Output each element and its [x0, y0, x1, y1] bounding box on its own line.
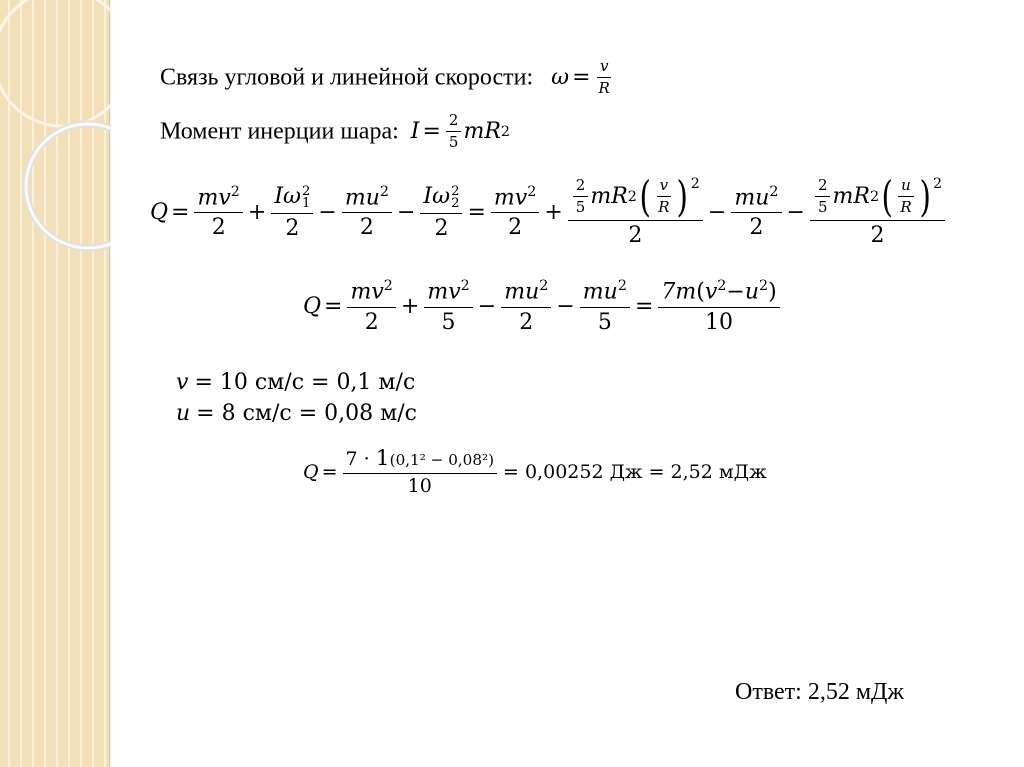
calculation: Q = $\frac{\text{7 · 1(0,1² − 0,08²)}}{10}$ = 0,00252 Дж = 2,52 мДж	[303, 446, 767, 498]
inertia-heading: Момент инерции шара:	[160, 118, 399, 145]
sidebar-decoration	[0, 0, 110, 767]
energy-equation: Q = $\frac{mv^2}{2}$ + Iω 2 1 2 − $\frac{mu^2}{2}$ − Iω 2 2 2 = $\frac{mv^2}{2}$ + $\frac{2}{5}$ m R 2 ( $\frac{v}{R}$ ) $^2$ 2 − $\frac{mu^2}{2}$ − $\frac{2}{5}$ m R 2 ( $\frac{u}{R}$ ) $^2$ 2	[150, 176, 947, 248]
inertia-formula: I = $\frac{2}{5}$ m R 2	[410, 111, 511, 152]
omega-formula: ω = $\frac{v}{R}$	[551, 57, 610, 98]
given-v: v = 10 см/с = 0,1 м/с	[176, 370, 416, 395]
answer-text: Ответ: 2,52 мДж	[735, 679, 904, 705]
given-u: u = 8 см/с = 0,08 м/с	[176, 401, 417, 426]
relation-line	[160, 58, 615, 98]
inertia-line	[160, 112, 510, 152]
relation-heading: Связь угловой и линейной скорости:	[160, 64, 534, 91]
simplified-equation: Q = $\frac{mv^2}{2}$ + $\frac{mv^2}{5}$ − $\frac{mu^2}{2}$ − $\frac{mu^2}{5}$ = $\frac{7m(v^2-u^2)}{10}$	[303, 278, 782, 335]
